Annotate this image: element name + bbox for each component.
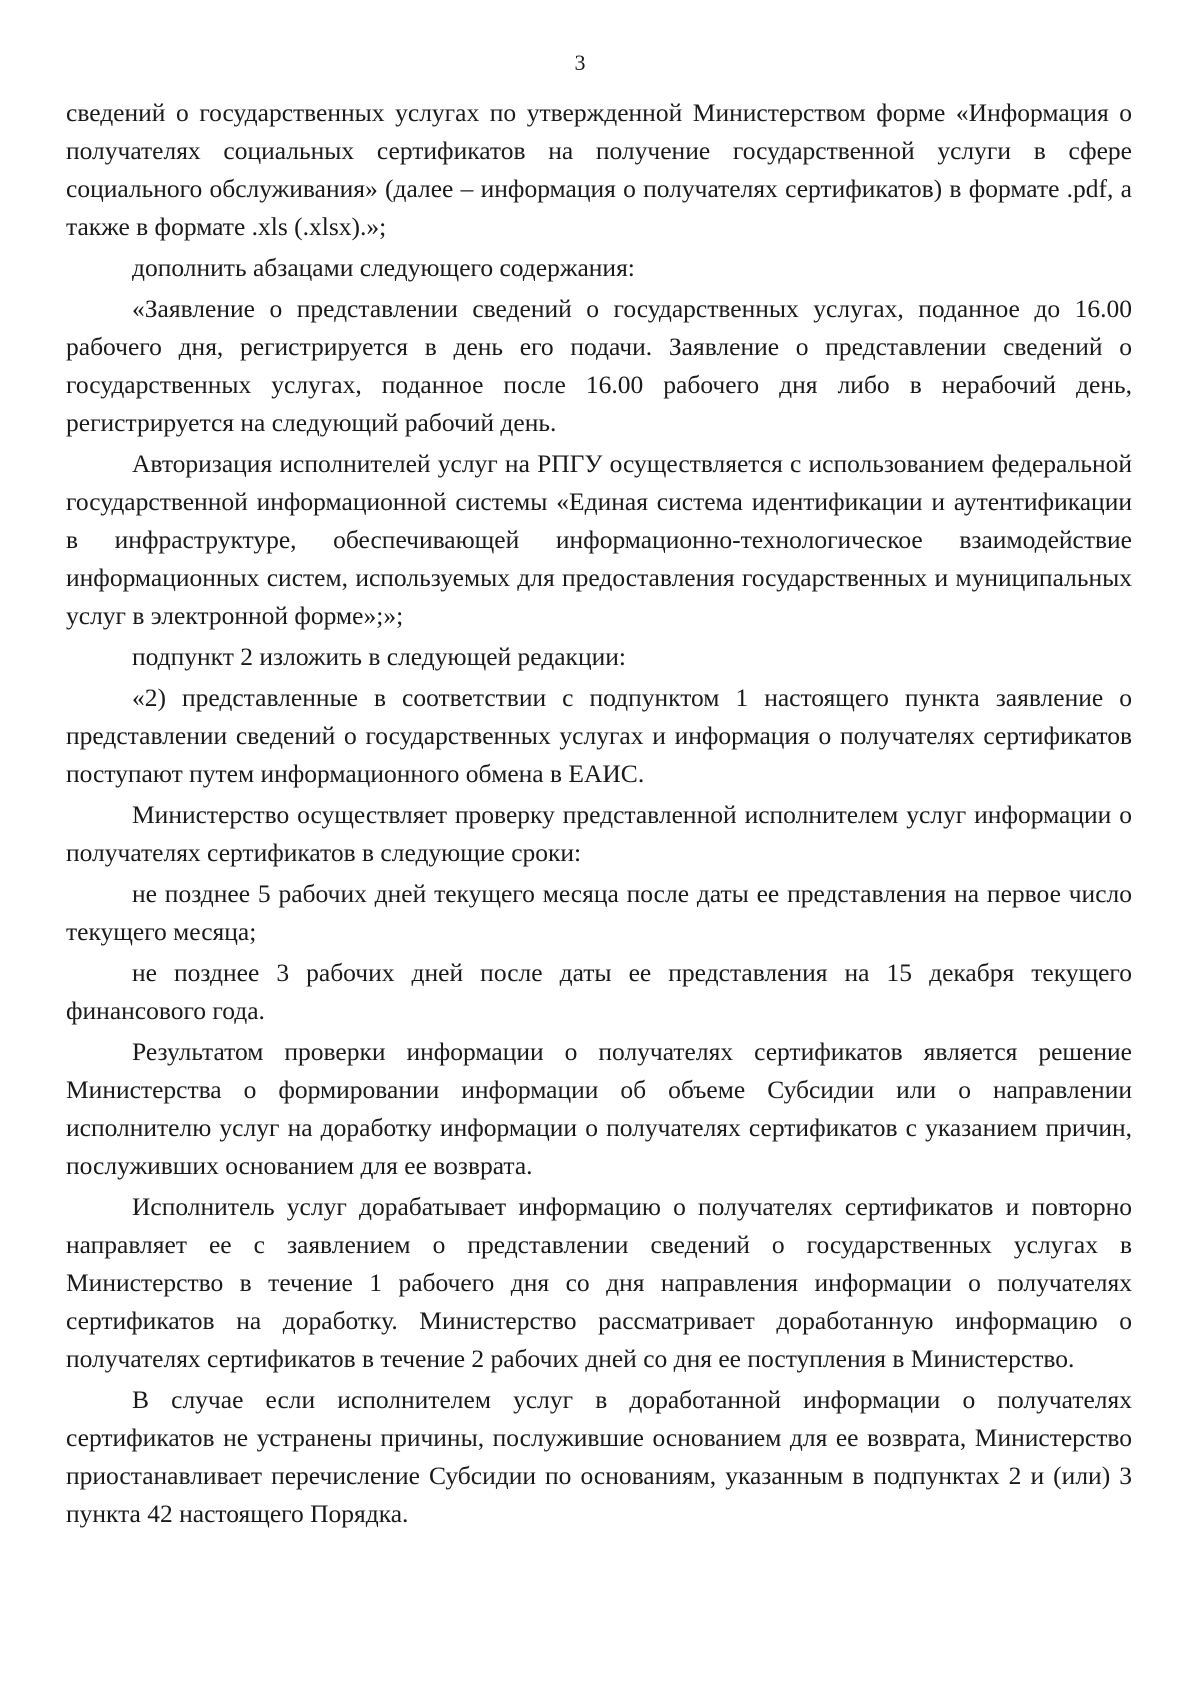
paragraph: В случае если исполнителем услуг в доработанной информации о получателях сертификатов не устранены причины, послужившие основанием для ее возврата, Министерство приостанавливает перечисление Субсидии по основаниям, указанным в подпунктах 2 и (или) 3 пункта 42 настоящего Порядка. [66,1385,1132,1528]
paragraph: Министерство осуществляет проверку представленной исполнителем услуг информации о получателях сертификатов в следующие сроки: [66,800,1132,867]
document-body [66,94,1132,1536]
paragraph: не позднее 3 рабочих дней после даты ее представления на 15 декабря текущего финансового года. [66,958,1132,1025]
paragraph: Исполнитель услуг дорабатывает информацию о получателях сертификатов и повторно направляет ее с заявлением о представлении сведений о государственных услугах в Министерство в течение 1 рабочего дня со дня направления информации о получателях сертификатов на доработку. Министерство рассматривает доработанную информацию о получателях сертификатов в течение 2 рабочих дней со дня ее поступления в Министерство. [66,1192,1132,1373]
paragraph: дополнить абзацами следующего содержания: [132,253,635,282]
paragraph: «2) представленные в соответствии с подпунктом 1 настоящего пункта заявление о представлении сведений о государственных услугах и информация о получателях сертификатов поступают путем информационного обмена в ЕАИС. [66,683,1132,788]
paragraph: подпункт 2 изложить в следующей редакции: [132,642,626,671]
paragraph: Результатом проверки информации о получателях сертификатов является решение Министерства о формировании информации об объеме Субсидии или о направлении исполнителю услуг на доработку информации о получателях сертификатов с указанием причин, послуживших основанием для ее возврата. [66,1037,1132,1180]
paragraph: сведений о государственных услугах по утвержденной Министерством форме «Информация о получателях социальных сертификатов на получение государственной услуги в сфере социального обслуживания» (далее – информация о получателях сертификатов) в формате .pdf, а также в формате .xls (.xlsx).»; [66,98,1132,241]
page-number: 3 [574,50,586,75]
paragraph: «Заявление о представлении сведений о государственных услугах, поданное до 16.00 рабочего дня, регистрируется в день его подачи. Заявление о представлении сведений о государственных услугах, поданное после 16.00 рабочего дня либо в нерабочий день, регистрируется на следующий рабочий день. [66,294,1132,437]
paragraph: не позднее 5 рабочих дней текущего месяца после даты ее представления на первое число текущего месяца; [66,879,1132,946]
paragraph: Авторизация исполнителей услуг на РПГУ осуществляется с использованием федеральной государственной информационной системы «Единая система идентификации и аутентификации в инфраструктуре, обеспечивающей информационно-технологическое взаимодействие информационных систем, используемых для предоставления государственных и муниципальных услуг в электронной форме»;»; [66,449,1132,630]
